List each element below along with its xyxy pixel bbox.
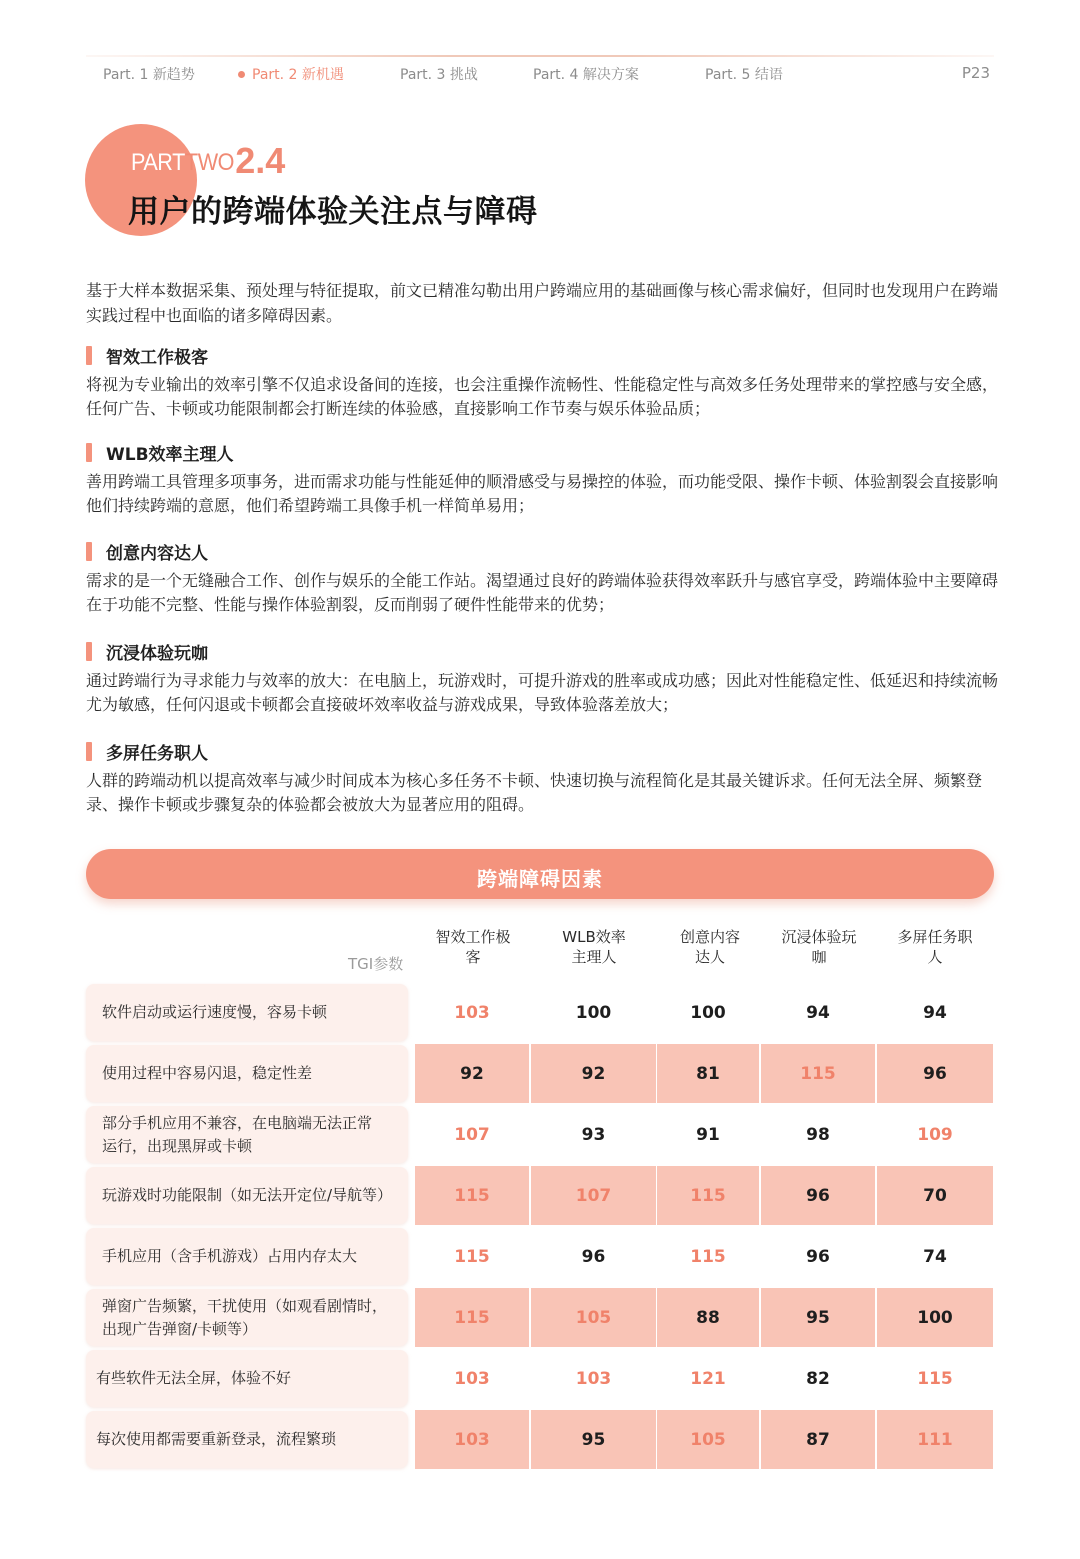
persona-section xyxy=(86,343,998,421)
tgi-value-cell: 107 xyxy=(531,1166,656,1225)
persona-section xyxy=(86,739,998,817)
tgi-value-cell: 92 xyxy=(415,1044,529,1103)
nav-item-part4[interactable]: Part. 4 解决方案 xyxy=(533,67,639,83)
section-body: 人群的跨端动机以提高效率与减少时间成本为核心多任务不卡顿、快速切换与流程简化是其最关键诉求。任何无法全屏、频繁登录、操作卡顿或步骤复杂的体验都会被放大为显著应用的阻碍。 xyxy=(86,771,983,814)
active-indicator-dot xyxy=(238,71,245,78)
tgi-value-cell: 96 xyxy=(581,1246,606,1267)
section-body: 将视为专业输出的效率引擎不仅追求设备间的连接，也会注重操作流畅性、性能稳定性与高效多任务处理带来的掌控感与安全感，任何广告、卡顿或功能限制都会打断连续的体验感，直接影响工作节奏与娱乐体验品质； xyxy=(86,375,999,418)
tgi-value-cell: 115 xyxy=(415,1288,529,1347)
tgi-value-cell: 70 xyxy=(877,1166,993,1225)
tgi-value-cell: 111 xyxy=(877,1410,993,1469)
section-marker xyxy=(86,443,92,462)
column-header: 智效工作极 客 xyxy=(435,928,511,966)
tgi-value-cell: 115 xyxy=(454,1246,490,1267)
tgi-value-cell: 74 xyxy=(923,1246,947,1267)
table-banner xyxy=(86,849,994,899)
section-title: 多屏任务职人 xyxy=(106,744,208,764)
nav-item-part2[interactable]: Part. 2 新机遇 xyxy=(252,67,344,83)
table-row xyxy=(0,1227,1080,1286)
tgi-value-cell: 115 xyxy=(657,1166,759,1225)
tgi-value-cell: 115 xyxy=(415,1166,529,1225)
tgi-value-cell: 115 xyxy=(690,1246,726,1267)
nav-item-part1[interactable]: Part. 1 新趋势 xyxy=(103,67,195,83)
page-title: 用户的跨端体验关注点与障碍 xyxy=(128,194,538,230)
nav-divider xyxy=(86,55,994,57)
table-row xyxy=(0,1288,1080,1347)
row-label-line: 有些软件无法全屏，体验不好 xyxy=(96,1369,292,1387)
tgi-value-cell: 91 xyxy=(696,1124,720,1145)
tgi-value-cell: 96 xyxy=(877,1044,993,1103)
tgi-value-cell: 103 xyxy=(454,1368,490,1389)
table-title: 跨端障碍因素 xyxy=(477,867,603,891)
column-header: 创意内容 达人 xyxy=(679,928,740,966)
tgi-value-cell: 95 xyxy=(531,1410,656,1469)
tgi-value-cell: 121 xyxy=(690,1368,726,1389)
tgi-value-cell: 100 xyxy=(575,1002,612,1023)
row-label-line: 手机应用（含手机游戏）占用内存太大 xyxy=(102,1247,358,1265)
table-row xyxy=(0,983,1080,1042)
section-marker xyxy=(86,742,92,761)
part-word: PART xyxy=(131,149,185,176)
tgi-value-cell: 93 xyxy=(581,1124,606,1145)
section-marker xyxy=(86,346,92,365)
tgi-value-cell: 107 xyxy=(454,1124,490,1145)
section-title: WLB效率主理人 xyxy=(106,445,234,465)
row-label-line: 使用过程中容易闪退，稳定性差 xyxy=(102,1064,313,1082)
tgi-value-cell: 92 xyxy=(531,1044,656,1103)
tgi-value-cell: 115 xyxy=(761,1044,875,1103)
tgi-value-cell: 94 xyxy=(806,1002,830,1023)
tgi-value-cell: 105 xyxy=(657,1410,759,1469)
table-row xyxy=(0,1349,1080,1408)
tgi-value-cell: 100 xyxy=(690,1002,726,1023)
section-title: 沉浸体验玩咖 xyxy=(106,644,208,664)
tgi-value-cell: 100 xyxy=(877,1288,993,1347)
section-title: 创意内容达人 xyxy=(106,544,208,564)
section-title: 智效工作极客 xyxy=(106,348,208,368)
nav-item-part5[interactable]: Part. 5 结语 xyxy=(705,67,783,83)
tgi-value-cell: 115 xyxy=(917,1368,953,1389)
tgi-value-cell: 88 xyxy=(657,1288,759,1347)
row-label-line: 出现广告弹窗/卡顿等） xyxy=(102,1319,258,1338)
page-number: P23 xyxy=(961,64,990,82)
tgi-value-cell: 109 xyxy=(917,1124,953,1145)
section-number: 2.4 xyxy=(235,140,286,181)
part-word-two: TWO xyxy=(184,149,234,176)
section-marker xyxy=(86,542,92,561)
section-body: 善用跨端工具管理多项事务，进而需求功能与性能延伸的顺滑感受与易操控的体验，而功能受限、操作卡顿、体验割裂会直接影响他们持续跨端的意愿，他们希望跨端工具像手机一样简单易用； xyxy=(86,472,999,515)
persona-section xyxy=(86,639,998,717)
row-label-line: 弹窗广告频繁，干扰使用（如观看剧情时， xyxy=(102,1296,388,1315)
tgi-value-cell: 96 xyxy=(806,1246,830,1267)
tgi-value-cell: 82 xyxy=(806,1368,830,1389)
part-label xyxy=(131,140,285,180)
column-header: 沉浸体验玩 咖 xyxy=(781,928,857,966)
row-label-line: 每次使用都需要重新登录，流程繁琐 xyxy=(96,1430,337,1448)
persona-section xyxy=(86,539,998,617)
table-row xyxy=(0,1166,1080,1225)
row-label-line: 玩游戏时功能限制（如无法开定位/导航等） xyxy=(102,1186,393,1204)
column-header: 多屏任务职 人 xyxy=(897,928,973,966)
section-body: 通过跨端行为寻求能力与效率的放大：在电脑上，玩游戏时，可提升游戏的胜率或成功感；因此对性能稳定性、低延迟和持续流畅尤为敏感，任何闪退或卡顿都会直接破坏效率收益与游戏成果，导致体验落差放大； xyxy=(86,671,999,714)
tgi-value-cell: 105 xyxy=(531,1288,656,1347)
nav-item-part3[interactable]: Part. 3 挑战 xyxy=(400,67,478,83)
table-row xyxy=(0,1044,1080,1103)
intro-paragraph: 基于大样本数据采集、预处理与特征提取，前文已精准勾勒出用户跨端应用的基础画像与核心需求偏好，但同时也发现用户在跨端实践过程中也面临的诸多障碍因素。 xyxy=(86,281,999,325)
section-body: 需求的是一个无缝融合工作、创作与娱乐的全能工作站。渴望通过良好的跨端体验获得效率跃升与感官享受，跨端体验中主要障碍在于功能不完整、性能与操作体验割裂，反而削弱了硬件性能带来的优势； xyxy=(86,571,999,614)
section-marker xyxy=(86,642,92,661)
tgi-value-cell: 103 xyxy=(415,1410,529,1469)
tgi-value-cell: 103 xyxy=(454,1002,490,1023)
tgi-value-cell: 87 xyxy=(761,1410,875,1469)
column-header: WLB效率 主理人 xyxy=(562,928,626,966)
tgi-value-cell: 98 xyxy=(806,1124,830,1145)
tgi-value-cell: 81 xyxy=(657,1044,759,1103)
tgi-value-cell: 95 xyxy=(761,1288,875,1347)
tgi-value-cell: 96 xyxy=(761,1166,875,1225)
metric-label: TGI参数 xyxy=(348,955,404,973)
row-label-line: 部分手机应用不兼容，在电脑端无法正常 xyxy=(102,1113,373,1132)
tgi-value-cell: 103 xyxy=(575,1368,612,1389)
row-label-line: 软件启动或运行速度慢，容易卡顿 xyxy=(102,1003,328,1021)
tgi-value-cell: 94 xyxy=(923,1002,947,1023)
persona-section xyxy=(86,440,998,518)
table-row xyxy=(0,1105,1080,1164)
table-row xyxy=(0,1410,1080,1469)
row-label-line: 运行，出现黑屏或卡顿 xyxy=(102,1136,253,1155)
